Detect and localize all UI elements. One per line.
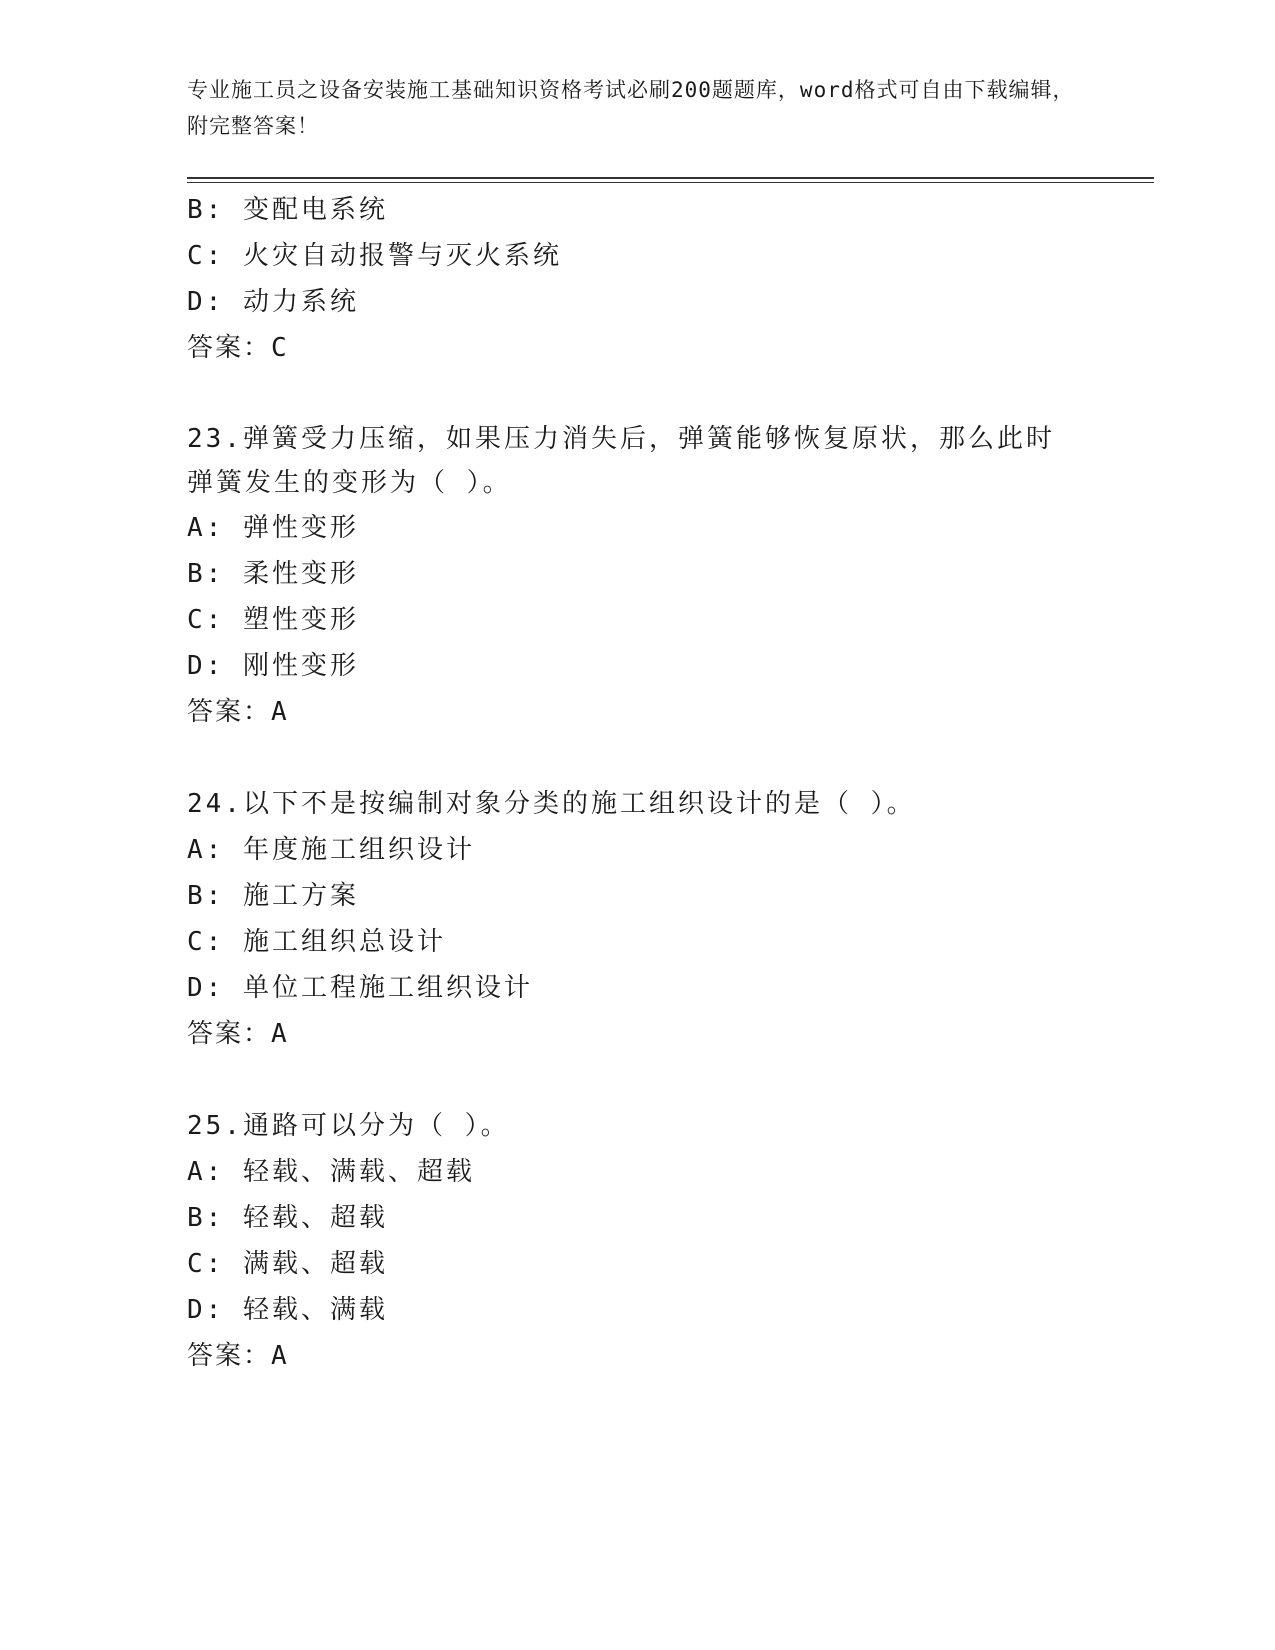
option-b: B: 施工方案 — [187, 881, 359, 911]
question-text: 25.通路可以分为（ ）。 — [187, 1111, 510, 1141]
header-divider-thin — [187, 182, 1154, 183]
option-b: B: 轻载、超载 — [187, 1203, 388, 1233]
option-c: C: 施工组织总设计 — [187, 927, 446, 957]
header-divider-thick — [187, 177, 1154, 179]
option-d: D: 单位工程施工组织设计 — [187, 973, 533, 1003]
option-a: A: 轻载、满载、超载 — [187, 1157, 475, 1187]
answer-line: 答案：C — [187, 333, 289, 363]
option-a: A: 弹性变形 — [187, 513, 359, 543]
answer-line: 答案：A — [187, 697, 289, 727]
option-a: A: 年度施工组织设计 — [187, 835, 475, 865]
question-list — [187, 187, 1087, 1379]
option-d: D: 动力系统 — [187, 287, 359, 317]
document-header: 专业施工员之设备安装施工基础知识资格考试必刷200题题库，word格式可自由下载编辑，附完整答案！ — [187, 78, 1075, 138]
question-text: 23.弹簧受力压缩，如果压力消失后，弹簧能够恢复原状，那么此时弹簧发生的变形为（ ）。 — [187, 424, 1055, 498]
answer-line: 答案：A — [187, 1341, 289, 1371]
question-text: 24.以下不是按编制对象分类的施工组织设计的是（ ）。 — [187, 789, 916, 819]
option-b: B: 柔性变形 — [187, 559, 359, 589]
option-d: D: 轻载、满载 — [187, 1295, 388, 1325]
option-c: C: 火灾自动报警与灭火系统 — [187, 241, 562, 271]
answer-line: 答案：A — [187, 1019, 289, 1049]
option-b: B: 变配电系统 — [187, 195, 388, 225]
option-d: D: 刚性变形 — [187, 651, 359, 681]
option-c: C: 塑性变形 — [187, 605, 359, 635]
option-c: C: 满载、超载 — [187, 1249, 388, 1279]
